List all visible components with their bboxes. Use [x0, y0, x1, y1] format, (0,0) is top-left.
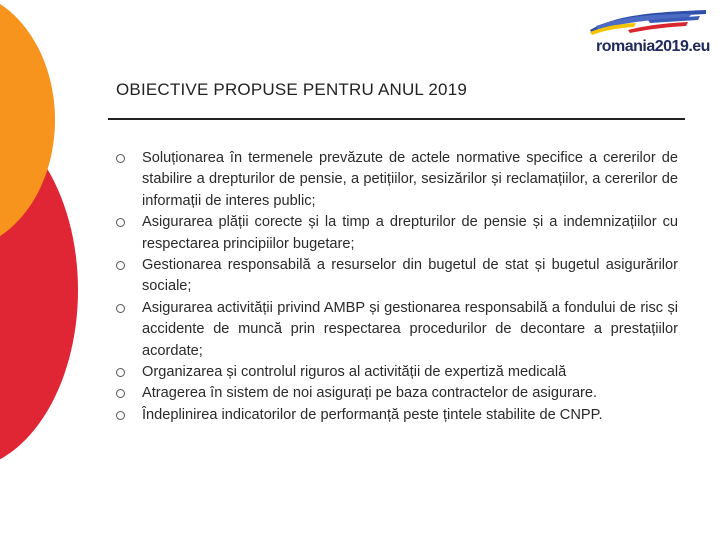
- circle-bullet-icon: [116, 411, 125, 420]
- slide-decoration: [0, 0, 90, 540]
- page-title: OBIECTIVE PROPUSE PENTRU ANUL 2019: [116, 80, 468, 99]
- circle-bullet-icon: [116, 389, 125, 398]
- logo-text: romania2019.eu: [596, 38, 710, 55]
- list-item: [116, 383, 678, 404]
- list-item-text: Gestionarea responsabilă a resurselor din bugetul de stat și bugetul asigurărilor sociale;: [142, 257, 678, 295]
- title-divider: [108, 118, 685, 120]
- romania2019-logo: [578, 8, 718, 56]
- circle-bullet-icon: [116, 261, 125, 270]
- list-item-text: Asigurarea plății corecte și la timp a drepturilor de pensie și a indemnizațiilor cu respectarea principiilor bugetare;: [142, 214, 678, 252]
- list-item: [116, 362, 678, 383]
- list-item: [116, 255, 678, 298]
- circle-bullet-icon: [116, 154, 125, 163]
- list-item-text: Îndeplinirea indicatorilor de performanță peste țintele stabilite de CNPP.: [142, 406, 603, 423]
- circle-bullet-icon: [116, 218, 125, 227]
- objectives-list: [116, 148, 678, 426]
- list-item: [116, 298, 678, 362]
- list-item: [116, 148, 678, 212]
- list-item-text: Soluționarea în termenele prevăzute de actele normative specifice a cererilor de stabilire a drepturilor de pensie, a petițiilor, sesizărilor și reclamațiilor, a cererilor de informații de interes public;: [142, 150, 678, 209]
- list-item: [116, 212, 678, 255]
- circle-bullet-icon: [116, 304, 125, 313]
- list-item: [116, 405, 678, 426]
- flag-swoosh-icon: [588, 8, 708, 36]
- list-item-text: Asigurarea activității privind AMBP și gestionarea responsabilă a fondului de risc și accidente de muncă prin respectarea procedurilor de decontare a prestațiilor acordate;: [142, 299, 678, 359]
- list-item-text: Organizarea și controlul riguros al activității de expertiză medicală: [142, 364, 567, 381]
- list-item-text: Atragerea în sistem de noi asigurați pe baza contractelor de asigurare.: [142, 385, 598, 402]
- circle-bullet-icon: [116, 368, 125, 377]
